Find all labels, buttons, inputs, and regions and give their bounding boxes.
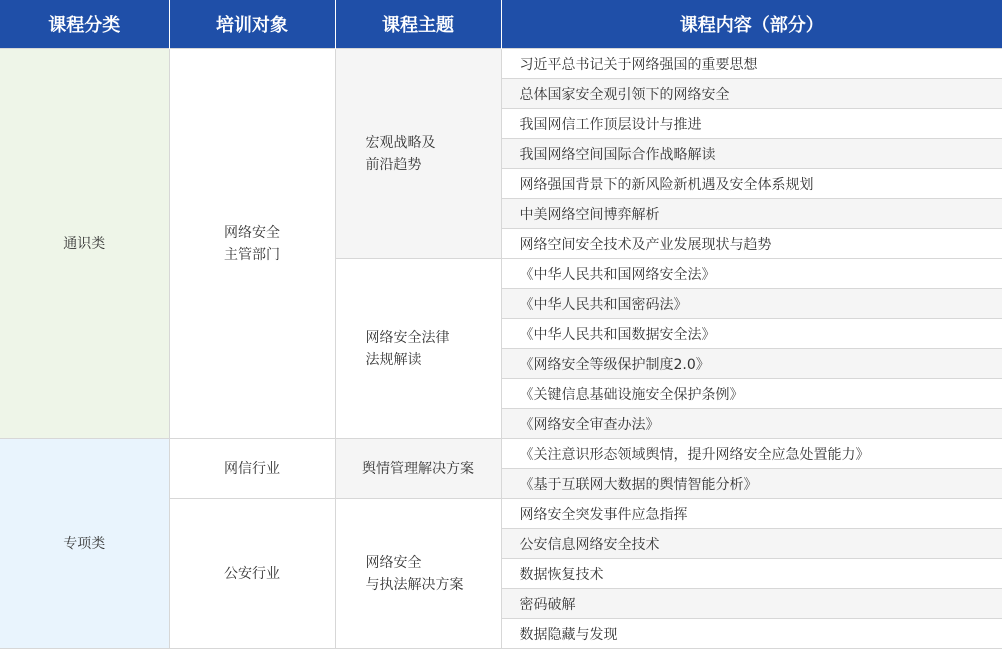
topic-cell bbox=[335, 259, 501, 439]
category-cell bbox=[0, 439, 169, 649]
table-row bbox=[0, 49, 1002, 79]
header-row bbox=[0, 0, 1002, 49]
category-cell bbox=[0, 49, 169, 439]
content-item: 我国网络空间国际合作战略解读 bbox=[501, 139, 1002, 169]
table-row bbox=[0, 439, 1002, 469]
topic-label: 网络安全法律 法规解读 bbox=[365, 329, 450, 368]
topic-cell bbox=[335, 499, 501, 649]
content-item: 《中华人民共和国密码法》 bbox=[501, 289, 1002, 319]
content-item: 《中华人民共和国数据安全法》 bbox=[501, 319, 1002, 349]
audience-label: 网络安全 主管部门 bbox=[224, 224, 280, 263]
topic-cell bbox=[335, 49, 501, 259]
audience-label: 公安行业 bbox=[224, 565, 280, 582]
content-item: 数据隐藏与发现 bbox=[501, 619, 1002, 649]
content-item: 数据恢复技术 bbox=[501, 559, 1002, 589]
content-item: 《网络安全等级保护制度2.0》 bbox=[501, 349, 1002, 379]
header-category: 课程分类 bbox=[0, 0, 169, 49]
content-item: 《关注意识形态领域舆情，提升网络安全应急处置能力》 bbox=[501, 439, 1002, 469]
content-item: 总体国家安全观引领下的网络安全 bbox=[501, 79, 1002, 109]
header-content: 课程内容（部分） bbox=[501, 0, 1002, 49]
topic-label: 网络安全 与执法解决方案 bbox=[365, 554, 464, 593]
content-item: 密码破解 bbox=[501, 589, 1002, 619]
content-item: 《基于互联网大数据的舆情智能分析》 bbox=[501, 469, 1002, 499]
content-item: 网络安全突发事件应急指挥 bbox=[501, 499, 1002, 529]
topic-cell bbox=[335, 439, 501, 499]
header-audience: 培训对象 bbox=[169, 0, 335, 49]
topic-label: 舆情管理解决方案 bbox=[362, 460, 474, 477]
audience-cell bbox=[169, 49, 335, 439]
content-item: 中美网络空间博弈解析 bbox=[501, 199, 1002, 229]
content-item: 习近平总书记关于网络强国的重要思想 bbox=[501, 49, 1002, 79]
content-item: 《关键信息基础设施安全保护条例》 bbox=[501, 379, 1002, 409]
content-item: 公安信息网络安全技术 bbox=[501, 529, 1002, 559]
category-label: 专项类 bbox=[63, 535, 106, 552]
header-topic: 课程主题 bbox=[335, 0, 501, 49]
audience-label: 网信行业 bbox=[224, 460, 280, 477]
content-item: 《中华人民共和国网络安全法》 bbox=[501, 259, 1002, 289]
content-item: 网络强国背景下的新风险新机遇及安全体系规划 bbox=[501, 169, 1002, 199]
audience-cell bbox=[169, 439, 335, 499]
topic-label: 宏观战略及 前沿趋势 bbox=[365, 134, 436, 173]
content-item: 我国网信工作顶层设计与推进 bbox=[501, 109, 1002, 139]
audience-cell bbox=[169, 499, 335, 649]
category-label: 通识类 bbox=[63, 235, 106, 252]
content-item: 网络空间安全技术及产业发展现状与趋势 bbox=[501, 229, 1002, 259]
content-item: 《网络安全审查办法》 bbox=[501, 409, 1002, 439]
